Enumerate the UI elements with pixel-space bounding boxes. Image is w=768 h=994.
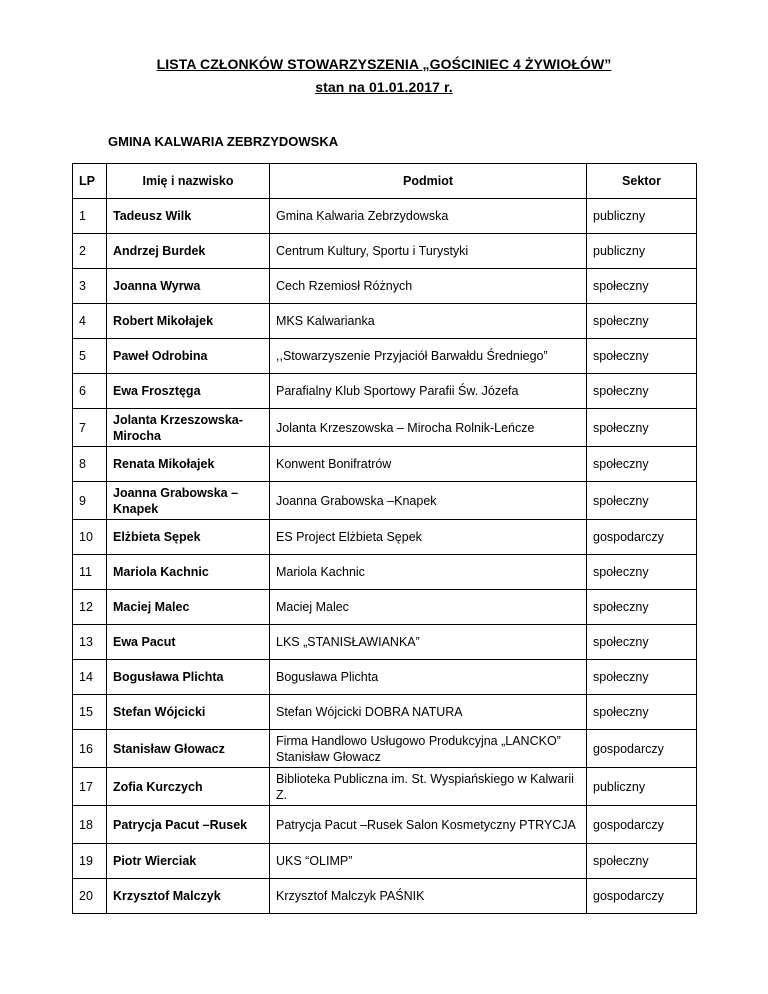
cell-subject: Krzysztof Malczyk PAŚNIK <box>270 879 587 914</box>
cell-subject: Parafialny Klub Sportowy Parafii Św. Józefa <box>270 374 587 409</box>
cell-name: Renata Mikołajek <box>107 447 270 482</box>
cell-name: Stefan Wójcicki <box>107 695 270 730</box>
cell-lp: 3 <box>73 269 107 304</box>
cell-name: Andrzej Burdek <box>107 234 270 269</box>
table-row <box>73 590 697 625</box>
cell-subject: UKS “OLIMP” <box>270 844 587 879</box>
table-row <box>73 879 697 914</box>
table-row <box>73 730 697 768</box>
table-row <box>73 199 697 234</box>
cell-name: Bogusława Plichta <box>107 660 270 695</box>
table-row <box>73 625 697 660</box>
cell-subject: Jolanta Krzeszowska – Mirocha Rolnik-Leńcze <box>270 409 587 447</box>
cell-subject: Firma Handlowo Usługowo Produkcyjna „LANCKO” Stanisław Głowacz <box>270 730 587 768</box>
table-row <box>73 806 697 844</box>
table-row <box>73 339 697 374</box>
cell-lp: 17 <box>73 768 107 806</box>
table-row <box>73 555 697 590</box>
cell-lp: 14 <box>73 660 107 695</box>
table-row <box>73 409 697 447</box>
cell-sector: społeczny <box>587 844 697 879</box>
cell-sector: gospodarczy <box>587 879 697 914</box>
cell-subject: Bogusława Plichta <box>270 660 587 695</box>
cell-subject: ES Project Elżbieta Sępek <box>270 520 587 555</box>
cell-name: Elżbieta Sępek <box>107 520 270 555</box>
document-title: LISTA CZŁONKÓW STOWARZYSZENIA „GOŚCINIEC 4 ŻYWIOŁÓW” <box>156 56 612 72</box>
cell-name: Joanna Wyrwa <box>107 269 270 304</box>
table-row <box>73 695 697 730</box>
cell-name: Patrycja Pacut –Rusek <box>107 806 270 844</box>
cell-sector: gospodarczy <box>587 520 697 555</box>
cell-sector: społeczny <box>587 625 697 660</box>
cell-lp: 20 <box>73 879 107 914</box>
cell-sector: publiczny <box>587 768 697 806</box>
header-subject: Podmiot <box>270 164 587 199</box>
table-row <box>73 374 697 409</box>
table-row <box>73 234 697 269</box>
cell-name: Robert Mikołajek <box>107 304 270 339</box>
cell-sector: społeczny <box>587 660 697 695</box>
cell-lp: 5 <box>73 339 107 374</box>
cell-lp: 8 <box>73 447 107 482</box>
cell-subject: Centrum Kultury, Sportu i Turystyki <box>270 234 587 269</box>
cell-sector: społeczny <box>587 269 697 304</box>
cell-name: Joanna Grabowska – Knapek <box>107 482 270 520</box>
cell-lp: 2 <box>73 234 107 269</box>
cell-sector: społeczny <box>587 409 697 447</box>
cell-lp: 9 <box>73 482 107 520</box>
header-sector: Sektor <box>587 164 697 199</box>
cell-subject: Biblioteka Publiczna im. St. Wyspiańskiego w Kalwarii Z. <box>270 768 587 806</box>
cell-lp: 11 <box>73 555 107 590</box>
table-row <box>73 520 697 555</box>
cell-sector: publiczny <box>587 199 697 234</box>
cell-subject: Stefan Wójcicki DOBRA NATURA <box>270 695 587 730</box>
cell-subject: MKS Kalwarianka <box>270 304 587 339</box>
cell-sector: gospodarczy <box>587 806 697 844</box>
cell-lp: 6 <box>73 374 107 409</box>
cell-lp: 4 <box>73 304 107 339</box>
cell-lp: 1 <box>73 199 107 234</box>
cell-sector: publiczny <box>587 234 697 269</box>
cell-lp: 16 <box>73 730 107 768</box>
table-row <box>73 844 697 879</box>
cell-name: Jolanta Krzeszowska-Mirocha <box>107 409 270 447</box>
table-row <box>73 482 697 520</box>
cell-subject: Cech Rzemiosł Różnych <box>270 269 587 304</box>
table-row <box>73 269 697 304</box>
header-name: Imię i nazwisko <box>107 164 270 199</box>
cell-lp: 15 <box>73 695 107 730</box>
cell-sector: społeczny <box>587 695 697 730</box>
cell-name: Maciej Malec <box>107 590 270 625</box>
cell-sector: społeczny <box>587 374 697 409</box>
cell-sector: społeczny <box>587 339 697 374</box>
cell-sector: gospodarczy <box>587 730 697 768</box>
cell-lp: 19 <box>73 844 107 879</box>
cell-sector: społeczny <box>587 304 697 339</box>
cell-subject: Konwent Bonifratrów <box>270 447 587 482</box>
cell-name: Stanisław Głowacz <box>107 730 270 768</box>
cell-lp: 12 <box>73 590 107 625</box>
cell-sector: społeczny <box>587 447 697 482</box>
table-body <box>73 199 697 914</box>
table-header-row <box>73 164 697 199</box>
cell-subject: Patrycja Pacut –Rusek Salon Kosmetyczny PTRYCJA <box>270 806 587 844</box>
cell-name: Mariola Kachnic <box>107 555 270 590</box>
cell-lp: 7 <box>73 409 107 447</box>
cell-name: Ewa Pacut <box>107 625 270 660</box>
cell-subject: Joanna Grabowska –Knapek <box>270 482 587 520</box>
cell-lp: 18 <box>73 806 107 844</box>
cell-subject: LKS „STANISŁAWIANKA” <box>270 625 587 660</box>
cell-sector: społeczny <box>587 590 697 625</box>
table-row <box>73 447 697 482</box>
cell-subject: Mariola Kachnic <box>270 555 587 590</box>
cell-name: Zofia Kurczych <box>107 768 270 806</box>
cell-name: Ewa Frosztęga <box>107 374 270 409</box>
cell-lp: 10 <box>73 520 107 555</box>
cell-name: Paweł Odrobina <box>107 339 270 374</box>
table-row <box>73 768 697 806</box>
cell-lp: 13 <box>73 625 107 660</box>
section-heading: GMINA KALWARIA ZEBRZYDOWSKA <box>108 134 339 149</box>
cell-subject: Gmina Kalwaria Zebrzydowska <box>270 199 587 234</box>
cell-sector: społeczny <box>587 555 697 590</box>
members-table <box>72 163 697 914</box>
header-lp: LP <box>73 164 107 199</box>
cell-sector: społeczny <box>587 482 697 520</box>
table-row <box>73 304 697 339</box>
document-date: stan na 01.01.2017 r. <box>315 79 453 95</box>
table-row <box>73 660 697 695</box>
cell-name: Krzysztof Malczyk <box>107 879 270 914</box>
cell-subject: Maciej Malec <box>270 590 587 625</box>
cell-name: Tadeusz Wilk <box>107 199 270 234</box>
cell-name: Piotr Wierciak <box>107 844 270 879</box>
cell-subject: ,,Stowarzyszenie Przyjaciół Barwałdu Średniego” <box>270 339 587 374</box>
